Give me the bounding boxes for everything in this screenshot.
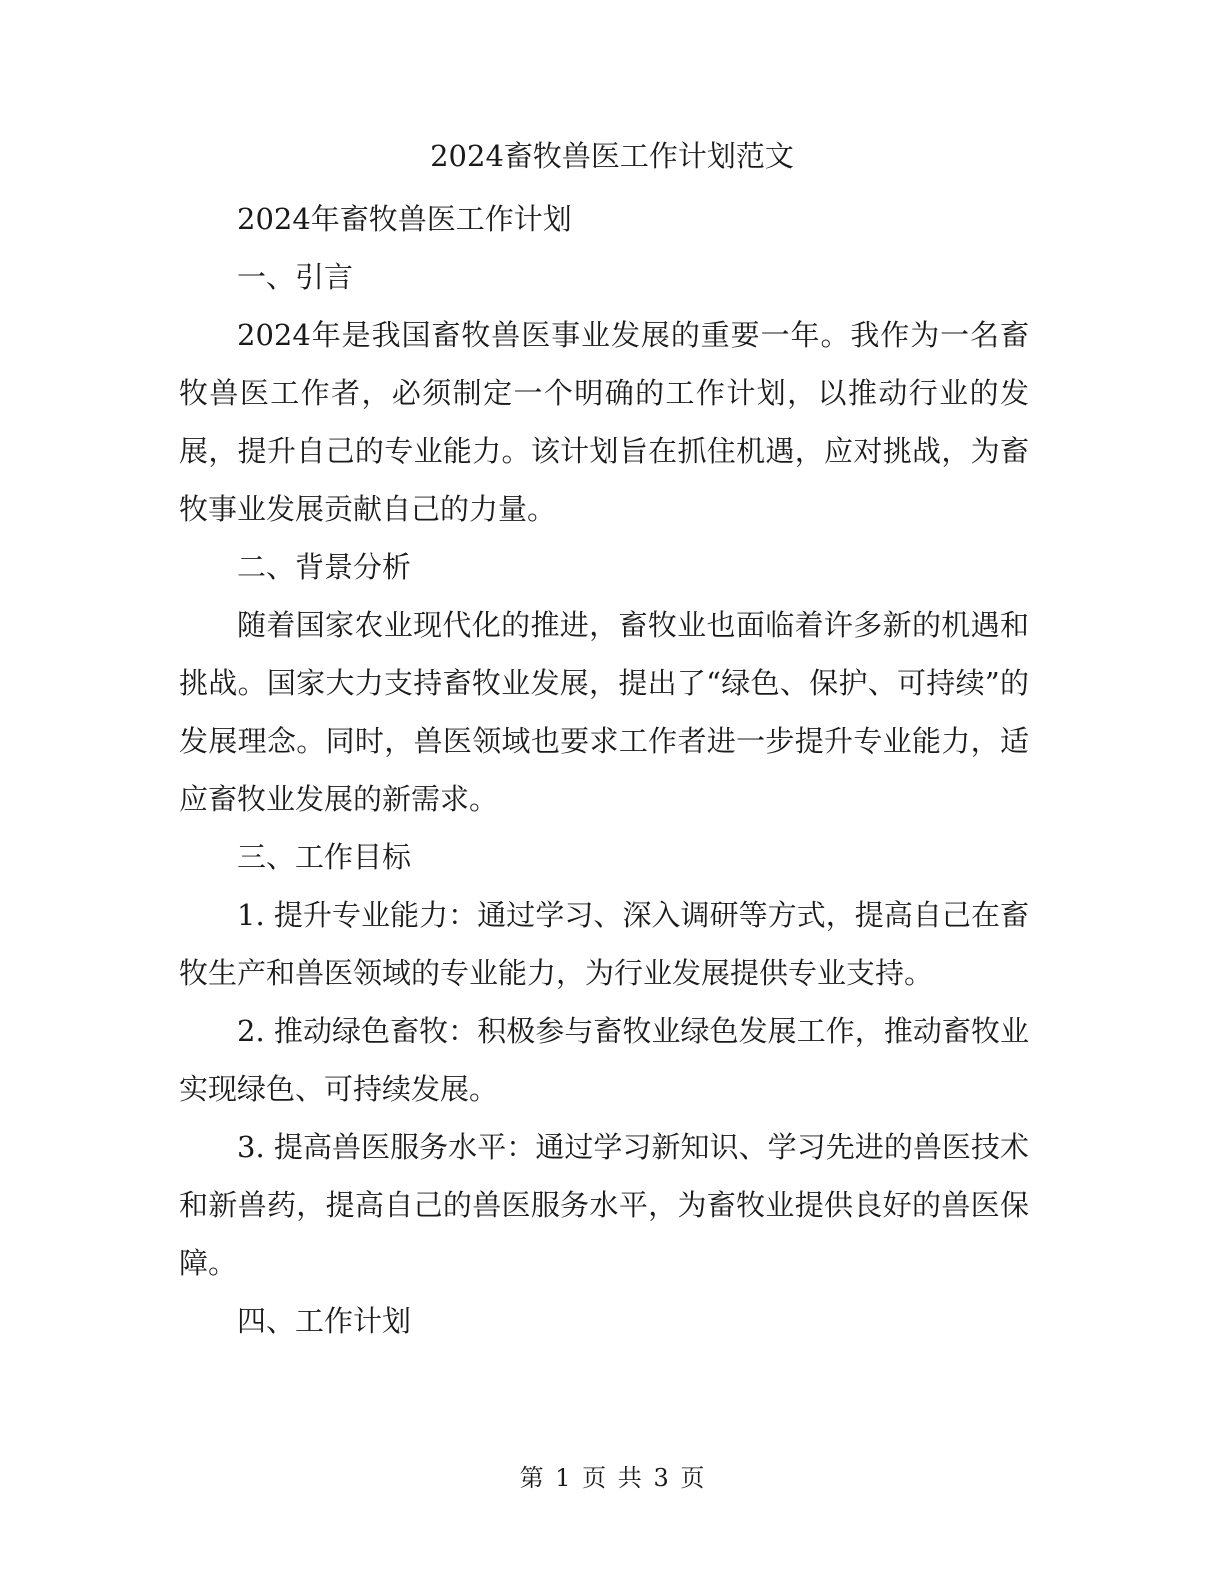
goal-item-3: 3. 提高兽医服务水平：通过学习新知识、学习先进的兽医技术和新兽药，提高自己的兽医服务水平，为畜牧业提供良好的兽医保障。: [179, 1130, 1029, 1280]
document-title: 2024畜牧兽医工作计划范文: [430, 139, 794, 173]
goal-item-2: 2. 推动绿色畜牧：积极参与畜牧业绿色发展工作，推动畜牧业实现绿色、可持续发展。: [179, 1014, 1029, 1106]
page-number-footer: 第 1 页 共 3 页: [519, 1464, 705, 1492]
section-heading-intro: 一、引言: [237, 260, 354, 294]
goal-item-1: 1. 提升专业能力：通过学习、深入调研等方式，提高自己在畜牧生产和兽医领域的专业能力，为行业发展提供专业支持。: [179, 898, 1029, 990]
background-paragraph: 随着国家农业现代化的推进，畜牧业也面临着许多新的机遇和挑战。国家大力支持畜牧业发展，提出了“绿色、保护、可持续”的发展理念。同时，兽医领域也要求工作者进一步提升专业能力，适应畜牧业发展的新需求。: [179, 608, 1029, 816]
section-heading-plan: 四、工作计划: [237, 1304, 412, 1338]
plan-heading: 2024年畜牧兽医工作计划: [237, 202, 572, 236]
intro-paragraph: 2024年是我国畜牧兽医事业发展的重要一年。我作为一名畜牧兽医工作者，必须制定一个明确的工作计划，以推动行业的发展，提升自己的专业能力。该计划旨在抓住机遇，应对挑战，为畜牧事业发展贡献自己的力量。: [179, 318, 1029, 526]
section-heading-background: 二、背景分析: [237, 550, 412, 584]
section-heading-goals: 三、工作目标: [237, 840, 412, 874]
document-body: [179, 190, 1029, 1350]
